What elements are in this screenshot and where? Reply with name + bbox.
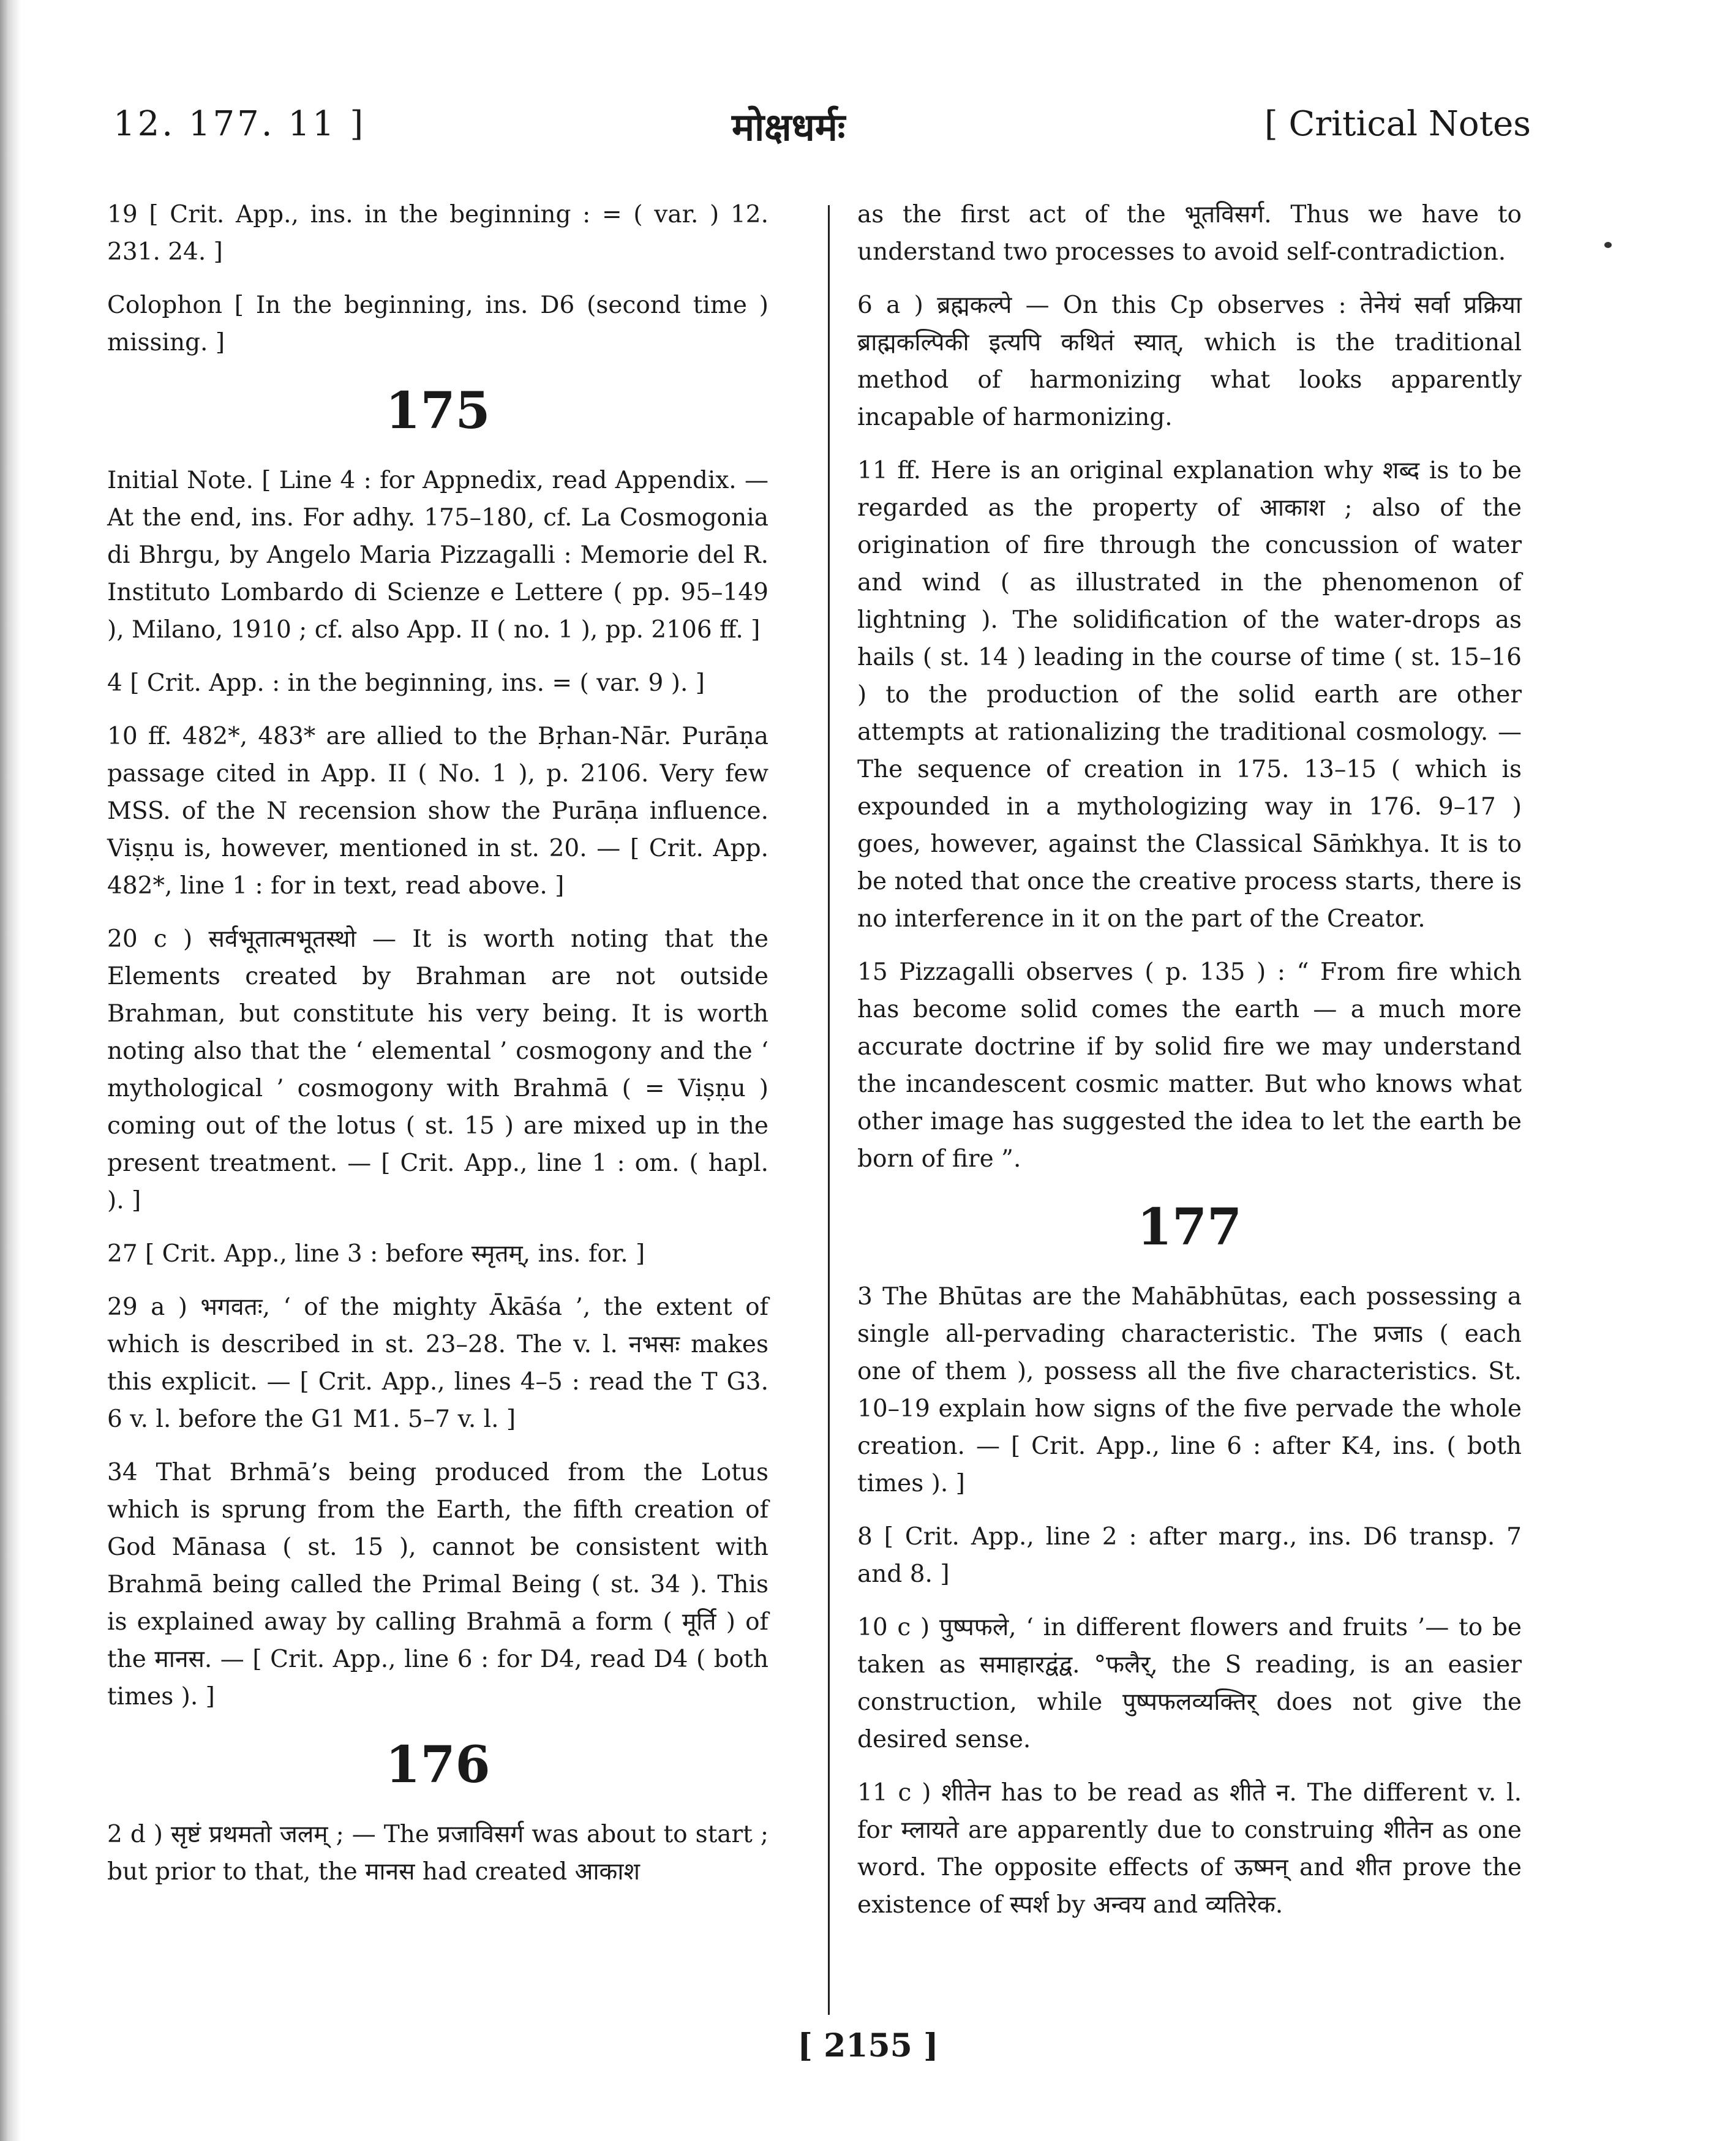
note-paragraph: 29 a ) भगवतः, ‘ of the mighty Ākāśa ’, the extent of which is described in st. 23–28. The v. l. नभसः makes this explicit. — [ Crit. App., lines 4–5 : read the T G3. 6 v. l. before the G1 M1. 5–7 v. l. ] [107,1293,768,1433]
header-title: मोक्षधर्मः [732,105,846,149]
note-paragraph: 10 ff. 482*, 483* are allied to the Bṛhan-Nār. Purāṇa passage cited in App. II ( No. 1 ), p. 2106. Very few MSS. of the N recension show the Purāṇa influence. Viṣṇu is, however, mentioned in st. 20. — [ Crit. App. 482*, line 1 : for in text, read above. ] [107,723,768,900]
page-number: [ 2155 ] [797,2027,939,2064]
header-section: [ Critical Notes [1264,104,1531,144]
scan-edge [0,0,21,2141]
note-paragraph: as the first act of the भूतविसर्ग. Thus we have to understand two processes to avoid self-contradiction. [857,201,1522,266]
column-divider [828,205,830,2015]
note-paragraph: 3 The Bhūtas are the Mahābhūtas, each possessing a single all-pervading characteristic. The प्रजाs ( each one of them ), possess all the five characteristics. St. 10–19 explain how signs of the five pervade the whole creation. — [ Crit. App., line 6 : after K4, ins. ( both times ). ] [857,1283,1522,1497]
right-column [857,196,1522,1940]
note-paragraph: 6 a ) ब्रह्मकल्पे — On this Cp observes : तेनेयं सर्वा प्रक्रिया ब्राह्मकल्पिकी इत्यपि कथितं स्यात्, which is the traditional method of harmonizing what looks apparently incapable of harmonizing. [857,292,1522,431]
left-column [107,196,768,1906]
note-paragraph: Colophon [ In the beginning, ins. D6 (second time ) missing. ] [107,292,768,356]
adhyaya-heading: 175 [385,382,490,440]
ink-speck [1604,242,1612,248]
note-paragraph: 8 [ Crit. App., line 2 : after marg., ins. D6 transp. 7 and 8. ] [857,1523,1522,1588]
note-paragraph: 11 ff. Here is an original explanation why शब्द is to be regarded as the property of आकाश ; also of the origination of fire through the concussion of water and wind ( as illustrated in the phenomenon of lightning ). The solidification of the water-drops as hails ( st. 14 ) leading in the course of time ( st. 15–16 ) to the production of the solid earth are other attempts at rationalizing the traditional cosmology. — The sequence of creation in 175. 13–15 ( which is expounded in a mythologizing way in 176. 9–17 ) goes, however, against the Classical Sāṁkhya. It is to be noted that once the creative process starts, there is no interference in it on the part of the Creator. [857,457,1522,933]
note-paragraph: Initial Note. [ Line 4 : for Appnedix, read Appendix. — At the end, ins. For adhy. 175–180, cf. La Cosmogonia di Bhrgu, by Angelo Maria Pizzagalli : Memorie del R. Instituto Lombardo di Scienze e Lettere ( pp. 95–149 ), Milano, 1910 ; cf. also App. II ( no. 1 ), pp. 2106 ff. ] [107,467,768,644]
note-paragraph: 15 Pizzagalli observes ( p. 135 ) : “ From fire which has become solid comes the earth — a much more accurate doctrine if by solid fire we may understand the incandescent cosmic matter. But who knows what other image has suggested the idea to let the earth be born of fire ”. [857,958,1522,1173]
header-reference: 12. 177. 11 ] [113,104,366,144]
note-paragraph: 11 c ) शीतेन has to be read as शीते न. The different v. l. for म्लायते are apparently due to construing शीतेन as one word. The opposite effects of ऊष्मन् and शीत prove the existence of स्पर्श by अन्वय and व्यतिरेक. [857,1779,1522,1919]
note-paragraph: 4 [ Crit. App. : in the beginning, ins. = ( var. 9 ). ] [107,669,705,697]
adhyaya-heading: 176 [385,1736,490,1794]
note-paragraph: 2 d ) सृष्टं प्रथमतो जलम् ; — The प्रजाविसर्ग was about to start ; but prior to that, the मानस had created आकाश [107,1821,768,1886]
note-paragraph: 20 c ) सर्वभूतात्मभूतस्थो — It is worth noting that the Elements created by Brahman are not outside Brahman, but constitute his very being. It is worth noting also that the ‘ elemental ’ cosmogony and the ‘ mythological ’ cosmogony with Brahmā ( = Viṣṇu ) coming out of the lotus ( st. 15 ) are mixed up in the present treatment. — [ Crit. App., line 1 : om. ( hapl. ). ] [107,925,768,1214]
note-paragraph: 34 That Brhmā’s being produced from the Lotus which is sprung from the Earth, the fifth creation of God Mānasa ( st. 15 ), cannot be consistent with Brahmā being called the Primal Being ( st. 34 ). This is explained away by calling Brahmā a form ( मूर्ति ) of the मानस. — [ Crit. App., line 6 : for D4, read D4 ( both times ). ] [107,1459,768,1710]
running-header [113,104,1531,171]
adhyaya-heading: 177 [1137,1198,1242,1257]
note-paragraph: 10 c ) पुष्पफले, ‘ in different flowers and fruits ’— to be taken as समाहारद्वंद्व. °फलैर्, the S reading, is an easier construction, while पुष्पफलव्यक्तिर् does not give the desired sense. [857,1614,1522,1753]
note-paragraph: 27 [ Crit. App., line 3 : before स्मृतम्, ins. for. ] [107,1240,645,1268]
note-paragraph: 19 [ Crit. App., ins. in the beginning : = ( var. ) 12. 231. 24. ] [107,201,768,266]
